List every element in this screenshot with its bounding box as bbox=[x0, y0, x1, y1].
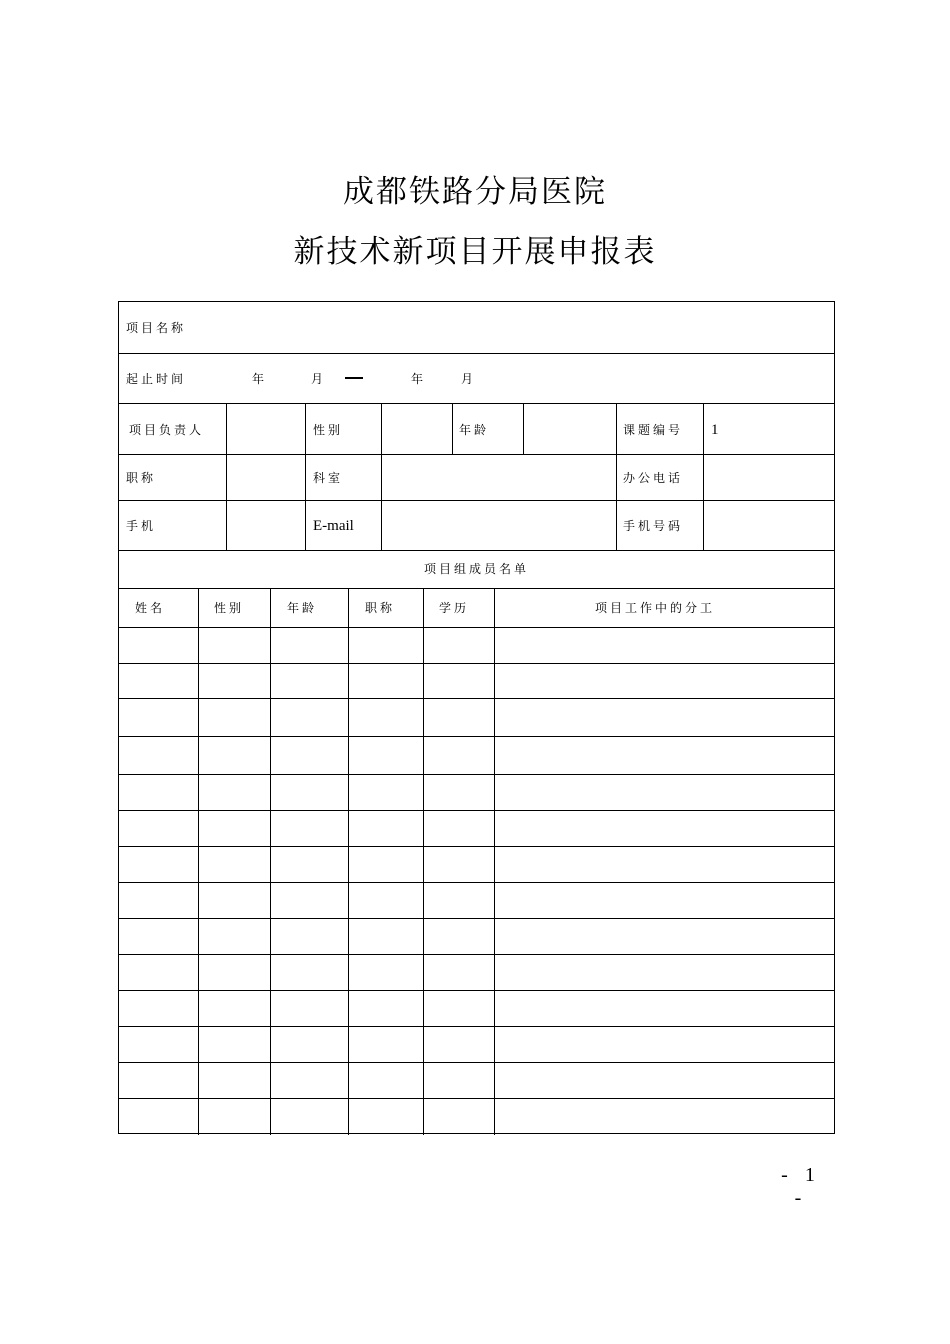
member-header-education: 学历 bbox=[439, 601, 470, 615]
period-label: 起止时间 bbox=[126, 372, 187, 386]
application-form-table bbox=[118, 301, 835, 1134]
project-code-label: 课题编号 bbox=[623, 423, 684, 437]
row-divider bbox=[119, 588, 834, 589]
member-list-title: 项目组成员名单 bbox=[423, 562, 529, 576]
row-divider bbox=[119, 736, 834, 737]
start-month-unit: 月 bbox=[311, 372, 327, 386]
start-year-unit: 年 bbox=[252, 372, 268, 386]
member-header-age: 年龄 bbox=[287, 601, 318, 615]
row-divider bbox=[119, 1026, 834, 1027]
document-title-line-2: 新技术新项目开展申报表 bbox=[293, 234, 657, 270]
office-phone-label: 办公电话 bbox=[623, 471, 684, 485]
document-title-line-1: 成都铁路分局医院 bbox=[343, 174, 607, 210]
column-divider bbox=[348, 588, 349, 1135]
member-header-role: 项目工作中的分工 bbox=[595, 601, 716, 615]
column-divider bbox=[523, 403, 524, 454]
row-divider bbox=[119, 954, 834, 955]
column-divider bbox=[270, 588, 271, 1135]
title-label: 职称 bbox=[126, 471, 157, 485]
row-divider bbox=[119, 627, 834, 628]
row-divider bbox=[119, 1098, 834, 1099]
department-label: 科室 bbox=[313, 471, 344, 485]
page-number: - 1 - bbox=[781, 1164, 821, 1209]
row-divider bbox=[119, 882, 834, 883]
column-divider bbox=[305, 403, 306, 550]
age-label: 年龄 bbox=[459, 423, 490, 437]
range-dash bbox=[345, 377, 363, 379]
project-name-label: 项目名称 bbox=[126, 321, 187, 335]
row-divider bbox=[119, 353, 834, 354]
row-divider bbox=[119, 990, 834, 991]
row-divider bbox=[119, 846, 834, 847]
column-divider bbox=[703, 403, 704, 550]
column-divider bbox=[452, 403, 453, 454]
column-divider bbox=[494, 588, 495, 1135]
column-divider bbox=[381, 403, 382, 550]
row-divider bbox=[119, 550, 834, 551]
column-divider bbox=[616, 403, 617, 550]
column-divider bbox=[226, 403, 227, 550]
project-leader-label: 项目负责人 bbox=[129, 423, 205, 437]
row-divider bbox=[119, 698, 834, 699]
member-header-name: 姓名 bbox=[135, 601, 166, 615]
mobile-label: 手机 bbox=[126, 519, 157, 533]
row-divider bbox=[119, 774, 834, 775]
row-divider bbox=[119, 810, 834, 811]
gender-label: 性别 bbox=[313, 423, 344, 437]
project-code-value: 1 bbox=[711, 422, 719, 438]
end-year-unit: 年 bbox=[411, 372, 427, 386]
mobile-number-label: 手机号码 bbox=[623, 519, 684, 533]
row-divider bbox=[119, 663, 834, 664]
row-divider bbox=[119, 1062, 834, 1063]
row-divider bbox=[119, 918, 834, 919]
column-divider bbox=[423, 588, 424, 1135]
end-month-unit: 月 bbox=[461, 372, 477, 386]
column-divider bbox=[198, 588, 199, 1135]
member-header-gender: 性别 bbox=[214, 601, 245, 615]
email-label: E-mail bbox=[313, 518, 354, 534]
member-header-title: 职称 bbox=[365, 601, 396, 615]
